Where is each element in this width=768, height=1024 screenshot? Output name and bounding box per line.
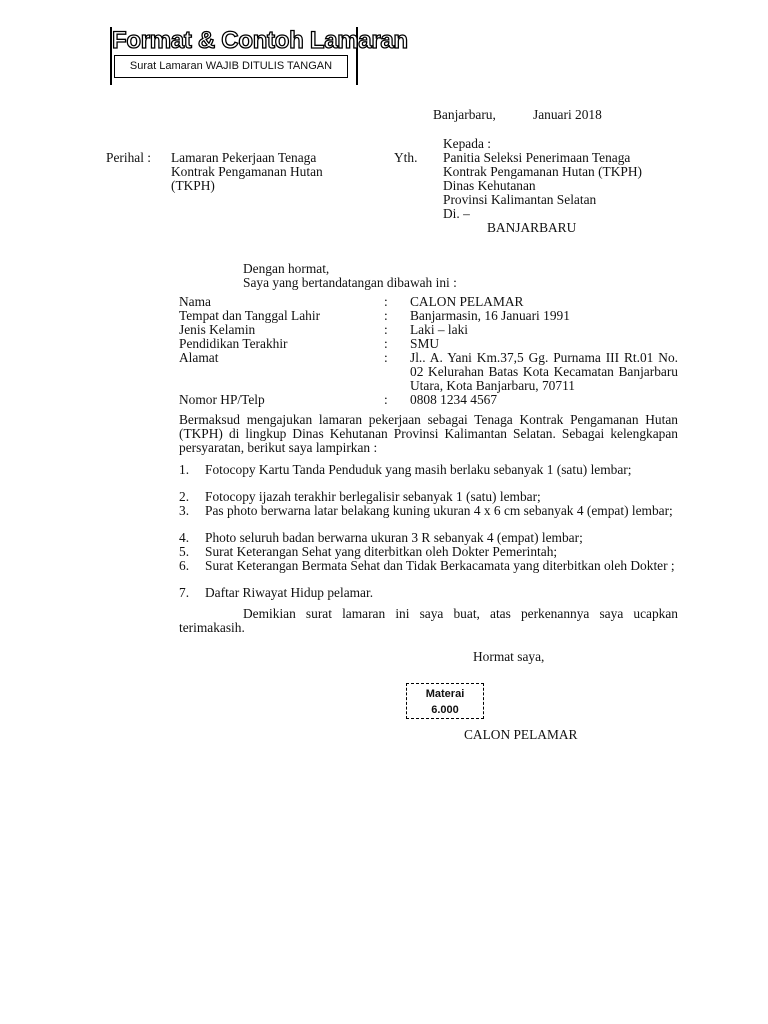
identity-label: Tempat dan Tanggal Lahir [179,308,321,323]
intro-text: Saya yang bertandatangan dibawah ini : [243,275,457,290]
identity-value: CALON PELAMAR [410,294,524,309]
recipient-line: Panitia Seleksi Penerimaan Tenaga [443,150,631,165]
recipient-line: Kontrak Pengamanan Hutan (TKPH) [443,164,642,179]
letter-place: Banjarbaru, [433,107,496,122]
attachment-text: Surat Keterangan Sehat yang diterbitkan oleh Dokter Pemerintah; [205,544,558,559]
materai-label: Materai [425,688,465,700]
recipient-line: Provinsi Kalimantan Selatan [443,192,597,207]
recipient-yth: Yth. [394,150,418,165]
regards-text: Hormat saya, [473,649,545,664]
identity-label: Nama [179,294,211,309]
attachment-text: Daftar Riwayat Hidup pelamar. [205,585,374,600]
identity-colon: : [384,294,388,309]
attachment-text: Photo seluruh badan berwarna ukuran 3 R sebanyak 4 (empat) lembar; [205,530,583,545]
identity-label: Jenis Kelamin [179,322,256,337]
materai-value: 6.000 [431,704,459,716]
identity-label: Alamat [179,350,219,365]
recipient-line: Di. – [443,206,470,221]
attachment-number: 6. [179,558,190,573]
subject-line: Lamaran Pekerjaan Tenaga [171,150,317,165]
subject-line: (TKPH) [171,178,215,193]
attachment-number: 5. [179,544,190,559]
attachment-number: 1. [179,462,190,477]
subtitle-box: Surat Lamaran WAJIB DITULIS TANGAN [114,55,348,78]
identity-value: SMU [410,336,440,351]
identity-colon: : [384,336,388,351]
recipient-city: BANJARBARU [487,220,577,235]
letter-date: Januari 2018 [533,107,602,122]
attachment-text: Fotocopy Kartu Tanda Penduduk yang masih berlaku sebanyak 1 (satu) lembar; [205,462,632,477]
closing-paragraph: Demikian surat lamaran ini saya buat, atas perkenannya saya ucapkan terimakasih. [179,606,678,636]
signature-name: CALON PELAMAR [464,727,578,742]
recipient-to-label: Kepada : [443,136,491,151]
attachment-number: 4. [179,530,190,545]
recipient-line: Dinas Kehutanan [443,178,536,193]
materai-stamp-box [406,683,484,719]
identity-label: Nomor HP/Telp [179,392,265,407]
attachment-number: 3. [179,503,190,518]
identity-value-address: Jl.. A. Yani Km.37,5 Gg. Purnama III Rt.01 No. 02 Kelurahan Batas Kota Kecamatan Banjarbaru Utara, Kota Banjarbaru, 70711 [410,350,678,394]
identity-value: Banjarmasin, 16 Januari 1991 [410,308,570,323]
subject-label: Perihal : [106,150,151,165]
identity-label: Pendidikan Terakhir [179,336,288,351]
attachment-text: Fotocopy ijazah terakhir berlegalisir sebanyak 1 (satu) lembar; [205,489,541,504]
identity-colon: : [384,308,388,323]
attachment-text: Surat Keterangan Bermata Sehat dan Tidak Berkacamata yang diterbitkan oleh Dokter ; [205,558,675,573]
identity-value: 0808 1234 4567 [410,392,498,407]
identity-value: Laki – laki [410,322,469,337]
greeting: Dengan hormat, [243,261,330,276]
identity-colon: : [384,392,388,407]
attachment-number: 2. [179,489,190,504]
body-paragraph: Bermaksud mengajukan lamaran pekerjaan sebagai Tenaga Kontrak Pengamanan Hutan (TKPH) di lingkup Dinas Kehutanan Provinsi Kalimantan Selatan. Sebagai kelengkapan persyaratan, berikut saya lampirkan : [179,412,678,456]
attachment-number: 7. [179,585,190,600]
identity-colon: : [384,350,388,365]
identity-colon: : [384,322,388,337]
page-title: Format & Contoh Lamaran [112,27,408,54]
subject-line: Kontrak Pengamanan Hutan [171,164,323,179]
attachment-text: Pas photo berwarna latar belakang kuning ukuran 4 x 6 cm sebanyak 4 (empat) lembar; [205,503,673,518]
